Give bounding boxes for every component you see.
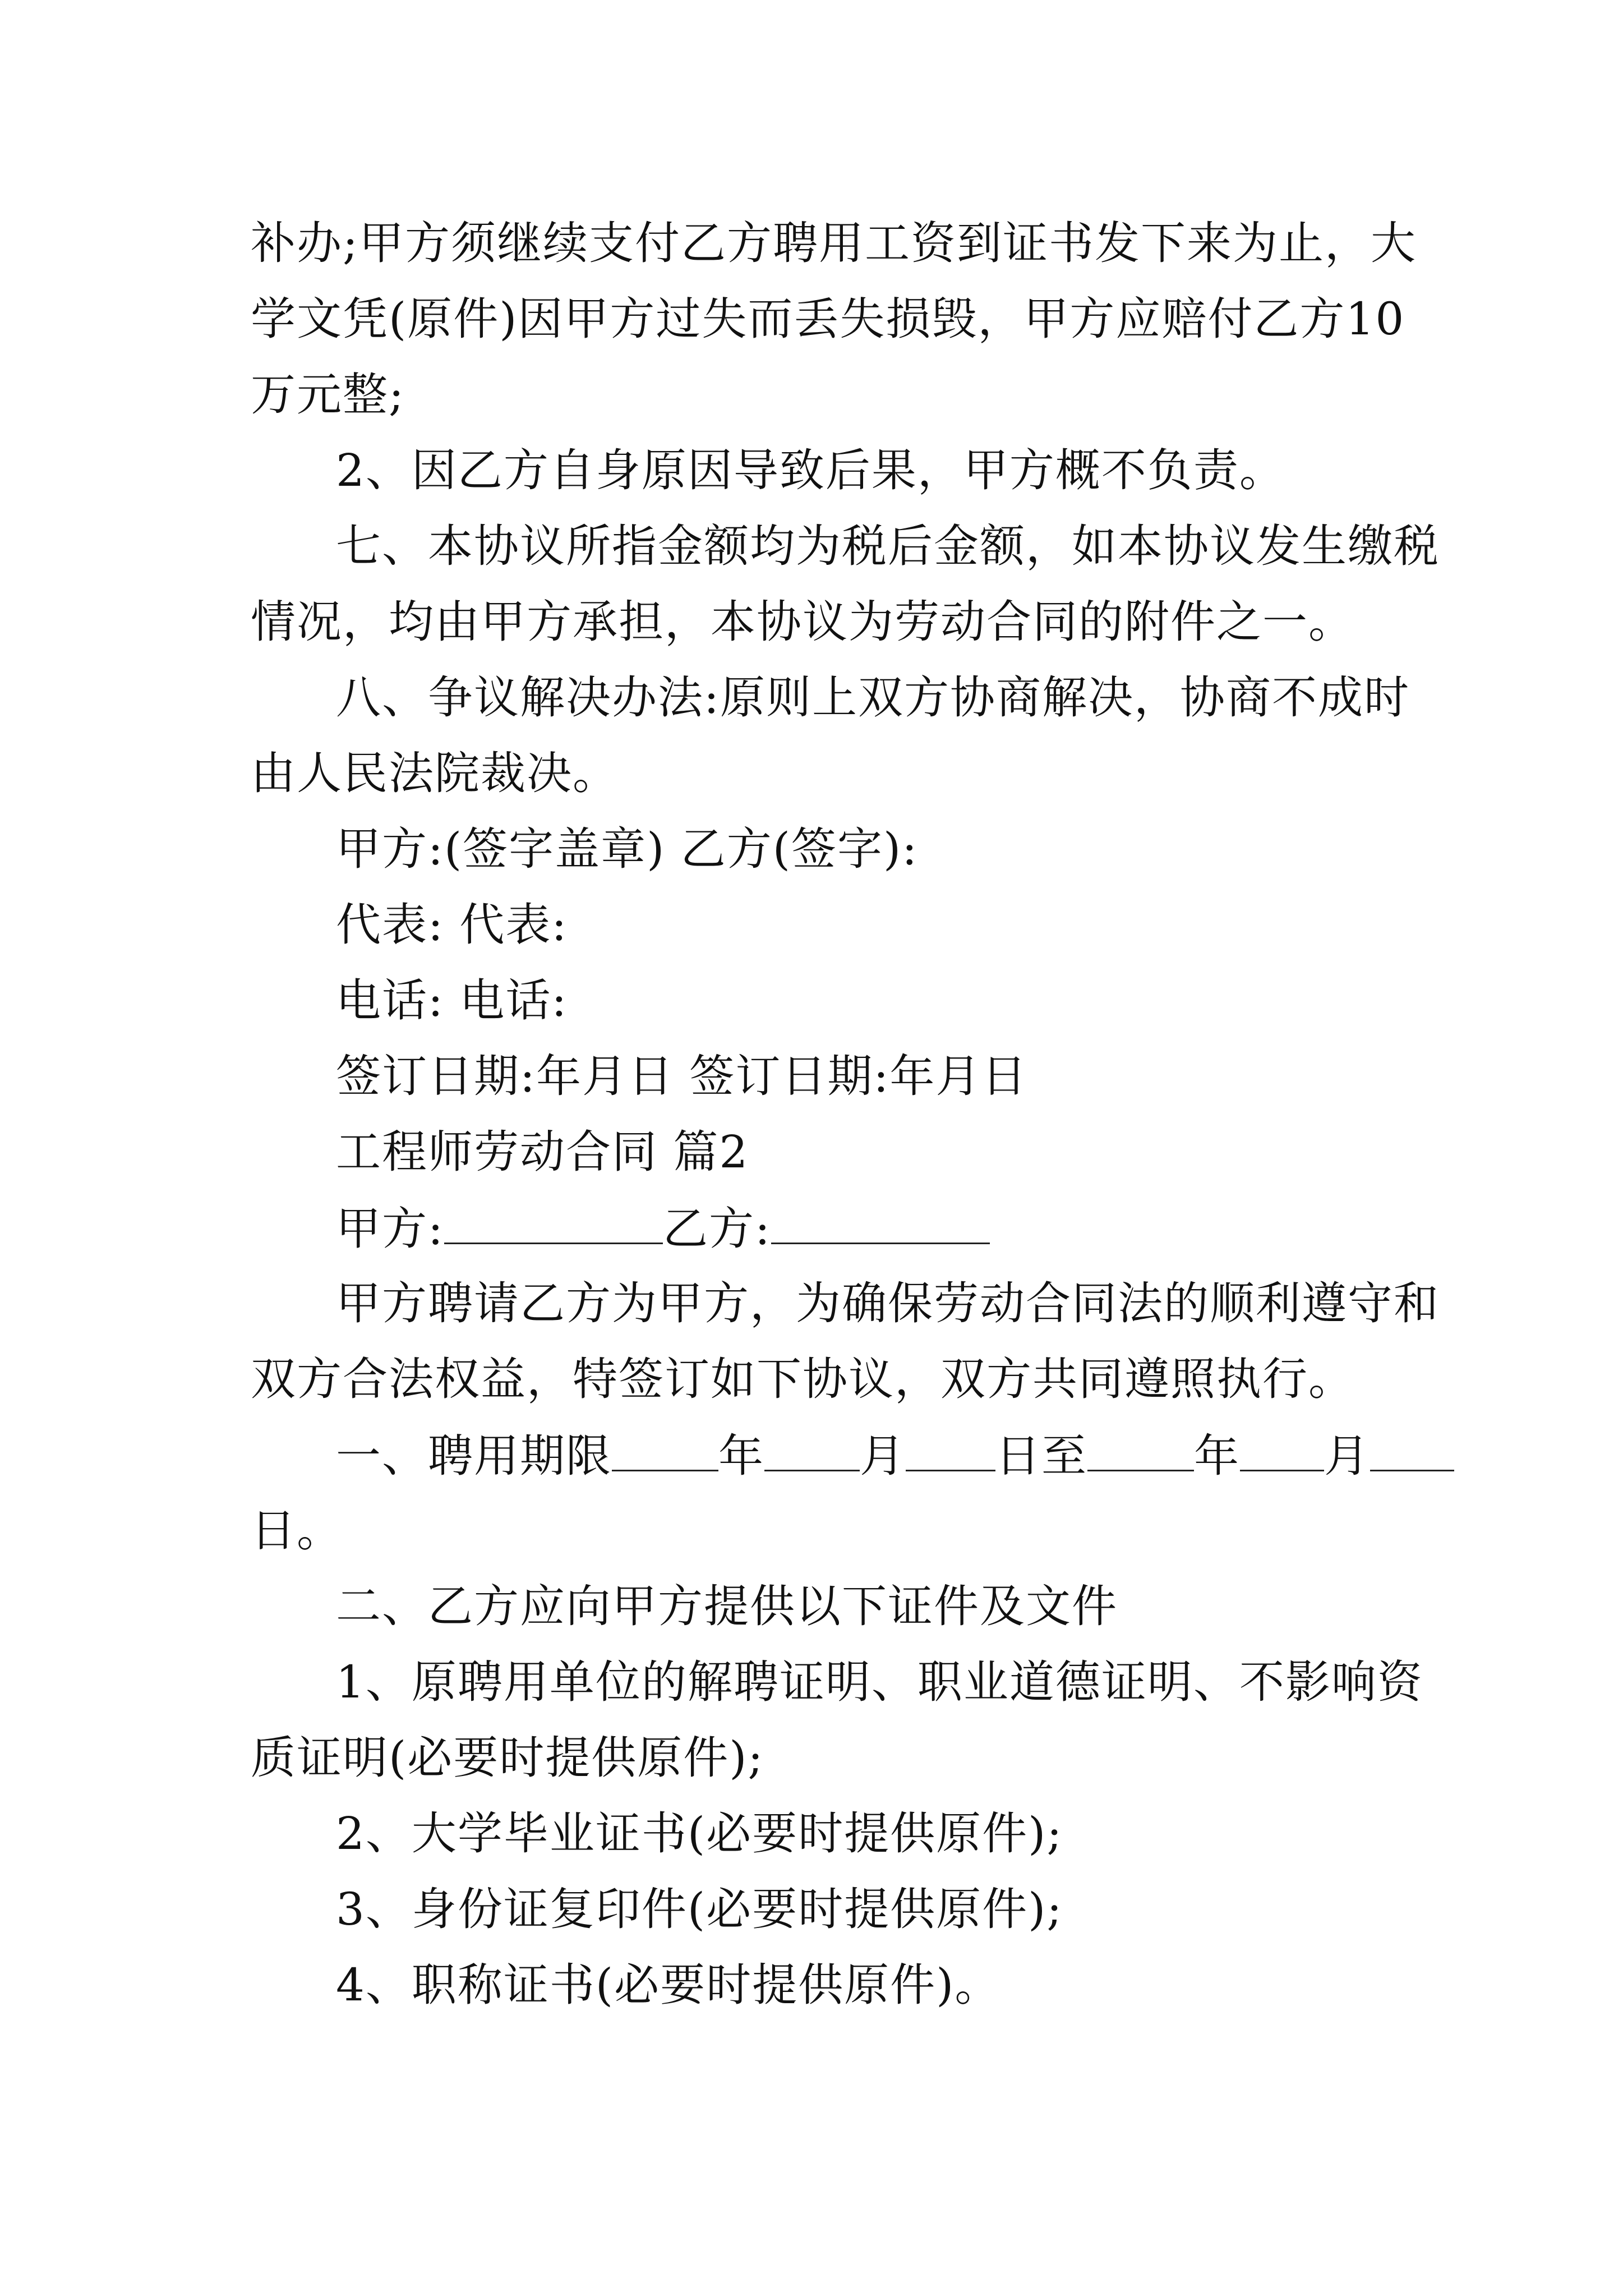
month-blank [1240, 1427, 1324, 1471]
text-line: 双方合法权益，特签订如下协议，双方共同遵照执行。 [251, 1353, 1354, 1405]
term-line [336, 1427, 1454, 1484]
representative-line: 代表: 代表: [336, 899, 568, 951]
text-line: 3、身份证复印件(必要时提供原件); [336, 1883, 1063, 1935]
day-to-label: 日至 [995, 1430, 1087, 1482]
year-blank [1087, 1427, 1194, 1471]
day-blank [1370, 1427, 1454, 1471]
text-line: 甲方聘请乙方为甲方，为确保劳动合同法的顺利遵守和 [336, 1277, 1440, 1329]
section-title: 工程师劳动合同 篇2 [336, 1126, 749, 1178]
text-line: 1、原聘用单位的解聘证明、职业道德证明、不影响资 [336, 1656, 1423, 1708]
text-line: 补办;甲方须继续支付乙方聘用工资到证书发下来为止，大 [251, 217, 1417, 269]
text-line: 由人民法院裁决。 [251, 747, 619, 799]
text-line: 质证明(必要时提供原件); [251, 1732, 764, 1784]
text-line: 七、本协议所指金额均为税后金额，如本协议发生缴税 [336, 520, 1440, 572]
text-line: 万元整; [251, 369, 405, 421]
text-line: 学文凭(原件)因甲方过失而丢失损毁，甲方应赔付乙方10 [251, 293, 1405, 345]
term-prefix: 一、聘用期限 [336, 1430, 612, 1482]
month-blank [764, 1427, 860, 1471]
text-line: 4、职称证书(必要时提供原件)。 [336, 1959, 1001, 2011]
day-blank [906, 1427, 995, 1471]
text-line: 情况，均由甲方承担，本协议为劳动合同的附件之一。 [251, 596, 1354, 648]
text-line: 八、争议解决办法:原则上双方协商解决，协商不成时 [336, 671, 1410, 724]
text-line: 二、乙方应向甲方提供以下证件及文件 [336, 1580, 1118, 1632]
party-b-blank [771, 1200, 990, 1244]
party-a-label: 甲方: [336, 1203, 444, 1255]
text-line: 2、因乙方自身原因导致后果，甲方概不负责。 [336, 444, 1285, 496]
term-line-end: 日。 [251, 1504, 343, 1557]
party-b-label: 乙方: [662, 1203, 771, 1255]
party-a-blank [444, 1200, 663, 1244]
phone-line: 电话: 电话: [336, 974, 568, 1027]
sign-date-line: 签订日期:年月日 签订日期:年月日 [336, 1050, 1028, 1102]
signature-line: 甲方:(签字盖章) 乙方(签字): [336, 823, 919, 875]
year-label: 年 [1194, 1430, 1240, 1482]
year-label: 年 [718, 1430, 764, 1482]
month-label: 月 [860, 1430, 906, 1482]
parties-line [336, 1200, 990, 1257]
year-blank [612, 1427, 718, 1471]
text-line: 2、大学毕业证书(必要时提供原件); [336, 1807, 1063, 1860]
month-label: 月 [1324, 1430, 1370, 1482]
